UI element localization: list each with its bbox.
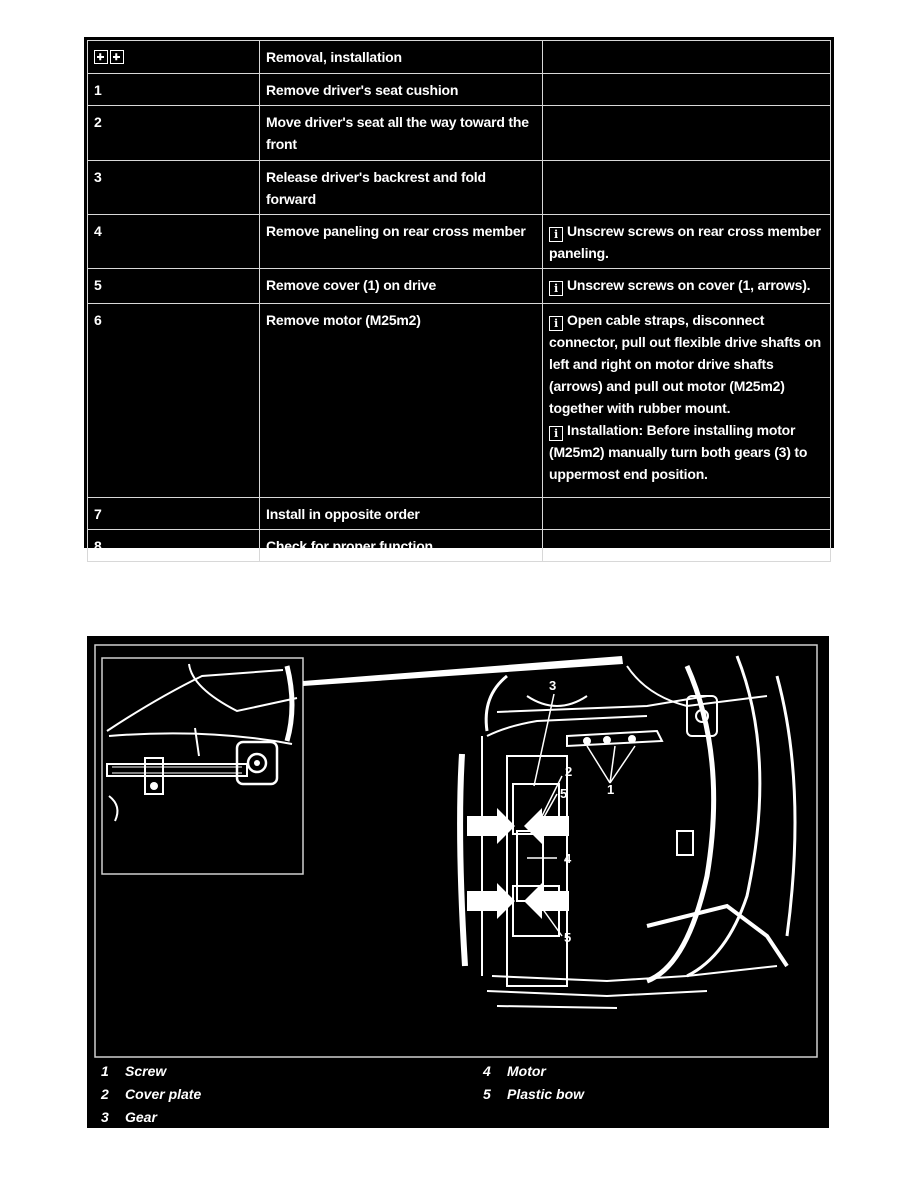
legend-number: 5 (483, 1086, 491, 1102)
step-note-text: Unscrew screws on cover (1, arrows). (567, 277, 811, 293)
step-note (543, 106, 831, 161)
legend-label: Screw (125, 1063, 167, 1079)
procedure-table-frame (84, 37, 834, 554)
legend-number: 2 (101, 1086, 109, 1102)
step-number: 1 (88, 74, 260, 106)
step-note (543, 269, 831, 304)
step-installation-note: Installation: Before installing motor (M25m2) manually turn both gears (3) to uppermost end position. (549, 422, 808, 482)
legend-label: Gear (125, 1109, 157, 1125)
legend-number: 3 (101, 1109, 109, 1125)
step-action: Remove driver's seat cushion (260, 74, 543, 106)
legend-item (483, 1086, 584, 1102)
info-icon: i (549, 316, 563, 331)
callout-number: 4 (564, 851, 572, 866)
figure-reference-icon (110, 50, 124, 64)
step-number: 6 (88, 304, 260, 498)
figure-reference-icon (94, 50, 108, 64)
step-note (543, 215, 831, 269)
header-empty-cell (543, 41, 831, 74)
table-row (88, 74, 831, 106)
table-row (88, 530, 831, 562)
step-number: 2 (88, 106, 260, 161)
info-icon: i (549, 227, 563, 242)
info-icon: i (549, 281, 563, 296)
legend-item (101, 1109, 157, 1125)
step-action: Install in opposite order (260, 498, 543, 530)
step-action: Check for proper function (260, 530, 543, 562)
legend-item (483, 1063, 546, 1079)
step-note (543, 498, 831, 530)
table-header-row (88, 41, 831, 74)
step-note (543, 304, 831, 498)
step-number: 3 (88, 161, 260, 215)
header-icons (88, 41, 260, 74)
callout-number: 3 (549, 678, 557, 693)
legend-label: Cover plate (125, 1086, 202, 1102)
step-note (543, 530, 831, 562)
seat-frame-drawing (87, 636, 829, 1128)
step-action: Remove paneling on rear cross member (260, 215, 543, 269)
step-number: 4 (88, 215, 260, 269)
table-row (88, 215, 831, 269)
callout-number: 5 (564, 930, 572, 945)
step-action: Move driver's seat all the way toward the front (260, 106, 543, 161)
header-title: Removal, installation (260, 41, 543, 74)
seat-motor-illustration (87, 636, 829, 1128)
callout-number: 5 (560, 786, 568, 801)
legend-item (101, 1086, 201, 1102)
table-row (88, 304, 831, 498)
legend-label: Motor (507, 1063, 546, 1079)
legend-label: Plastic bow (507, 1086, 585, 1102)
step-note (543, 161, 831, 215)
table-row (88, 106, 831, 161)
step-note-text: Unscrew screws on rear cross member paneling. (549, 223, 821, 261)
legend-item (101, 1063, 166, 1079)
table-row (88, 498, 831, 530)
step-action: Remove motor (M25m2) (260, 304, 543, 498)
legend-number: 1 (101, 1063, 109, 1079)
seat-frame (460, 656, 795, 1008)
procedure-table (87, 40, 831, 562)
info-icon: i (549, 426, 563, 441)
step-note (543, 74, 831, 106)
step-number: 8 (88, 530, 260, 562)
table-row (88, 269, 831, 304)
callout-number: 2 (565, 764, 573, 779)
step-number: 5 (88, 269, 260, 304)
detail-inset (102, 656, 623, 874)
step-note-text: Open cable straps, disconnect connector, pull out flexible drive shafts on left and right on motor drive shafts (arrows) and pull out motor (M25m2) together with rubber mount. (549, 312, 822, 416)
table-row (88, 161, 831, 215)
legend-number: 4 (483, 1063, 491, 1079)
step-action: Release driver's backrest and fold forward (260, 161, 543, 215)
step-action: Remove cover (1) on drive (260, 269, 543, 304)
step-number: 7 (88, 498, 260, 530)
callout-number: 1 (607, 782, 615, 797)
